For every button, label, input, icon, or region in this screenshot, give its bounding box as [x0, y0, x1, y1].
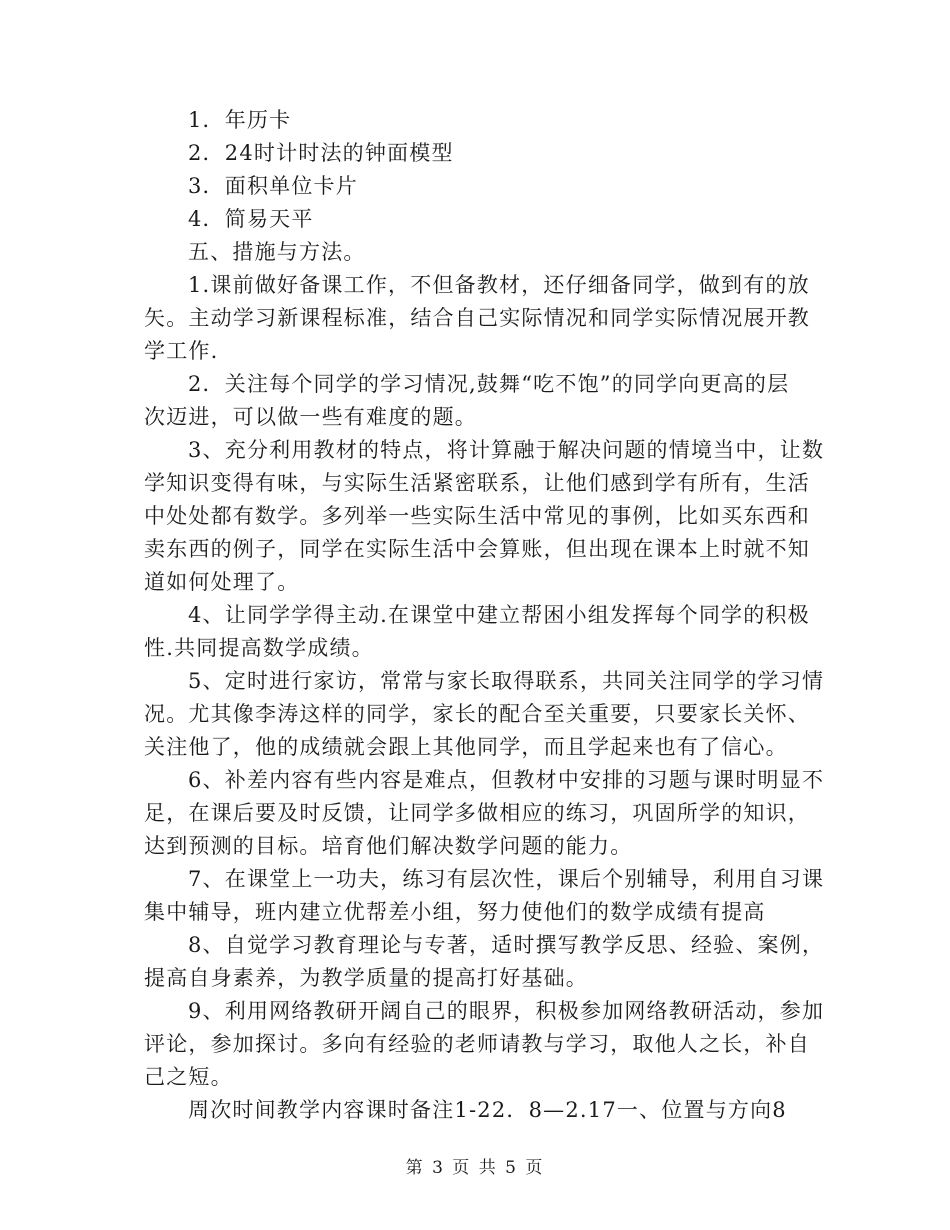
page-footer: 第 3 页 共 5 页 [405, 1158, 545, 1178]
paragraph-4 [144, 599, 808, 665]
paragraph-5 [144, 665, 825, 764]
paragraph-6 [144, 764, 825, 863]
text-line: 关注他了，他的成绩就会跟上其他同学，而且学起来也有了信心。 [144, 735, 788, 759]
text-line: 4、让同学学得主动.在课堂中建立帮困小组发挥每个同学的积极 [188, 603, 810, 627]
text-line: 己之短。 [144, 1065, 233, 1089]
schedule-line: 周次时间教学内容课时备注1-22．8—2.17一、位置与方向8 [188, 1098, 787, 1122]
text-line: 卖东西的例子，同学在实际生活中会算账，但出现在课本上时就不知 [144, 537, 810, 561]
paragraph-7 [144, 863, 825, 929]
list-item: 1．年历卡 [188, 108, 292, 132]
list-item: 2．24时计时法的钟面模型 [188, 141, 454, 165]
section-heading: 五、措施与方法。 [188, 240, 366, 264]
list-item: 4．简易天平 [188, 207, 314, 231]
paragraph-2 [144, 368, 808, 434]
text-line: 提高自身素养，为教学质量的提高打好基础。 [144, 966, 588, 990]
text-line: 评论，参加探讨。多向有经验的老师请教与学习，取他人之长，补自 [144, 1032, 810, 1056]
text-line: 达到预测的目标。培育他们解决数学问题的能力。 [144, 834, 633, 858]
text-line: 5、定时进行家访，常常与家长取得联系，共同关注同学的学习情 [188, 669, 825, 693]
text-line: 矢。主动学习新课程标准，结合自己实际情况和同学实际情况展开教 [144, 306, 810, 330]
paragraph-3 [144, 434, 825, 599]
text-line: 道如何处理了。 [144, 570, 300, 594]
paragraph-1 [144, 269, 808, 368]
text-line: 况。尤其像李涛这样的同学，家长的配合至关重要，只要家长关怀、 [144, 702, 810, 726]
document-body [144, 104, 825, 1127]
text-line: 性.共同提高数学成绩。 [144, 636, 374, 660]
text-line: 3、充分利用教材的特点，将计算融于解决问题的情境当中，让数 [188, 438, 825, 462]
text-line: 足，在课后要及时反馈，让同学多做相应的练习，巩固所学的知识， [144, 801, 810, 825]
text-line: 6、补差内容有些内容是难点，但教材中安排的习题与课时明显不 [188, 768, 825, 792]
text-line: 集中辅导，班内建立优帮差小组，努力使他们的数学成绩有提高 [144, 900, 766, 924]
text-line: 1.课前做好备课工作，不但备教材，还仔细备同学，做到有的放 [188, 273, 810, 297]
text-line: 次迈进，可以做一些有难度的题。 [144, 405, 477, 429]
text-line: 7、在课堂上一功夫，练习有层次性，课后个别辅导，利用自习课 [188, 867, 825, 891]
list-item: 3．面积单位卡片 [188, 174, 358, 198]
text-line: 学知识变得有味，与实际生活紧密联系，让他们感到学有所有，生活 [144, 471, 810, 495]
text-line: 8、自觉学习教育理论与专著，适时撰写教学反思、经验、案例， [188, 933, 825, 957]
text-line: 学工作. [144, 339, 219, 363]
text-line: 中处处都有数学。多列举一些实际生活中常见的事例，比如买东西和 [144, 504, 810, 528]
paragraph-9 [144, 995, 825, 1094]
paragraph-8 [144, 929, 825, 995]
text-line: 9、利用网络教研开阔自己的眼界，积极参加网络教研活动，参加 [188, 999, 825, 1023]
text-line: 2．关注每个同学的学习情况,鼓舞“吃不饱”的同学向更高的层 [188, 372, 790, 396]
